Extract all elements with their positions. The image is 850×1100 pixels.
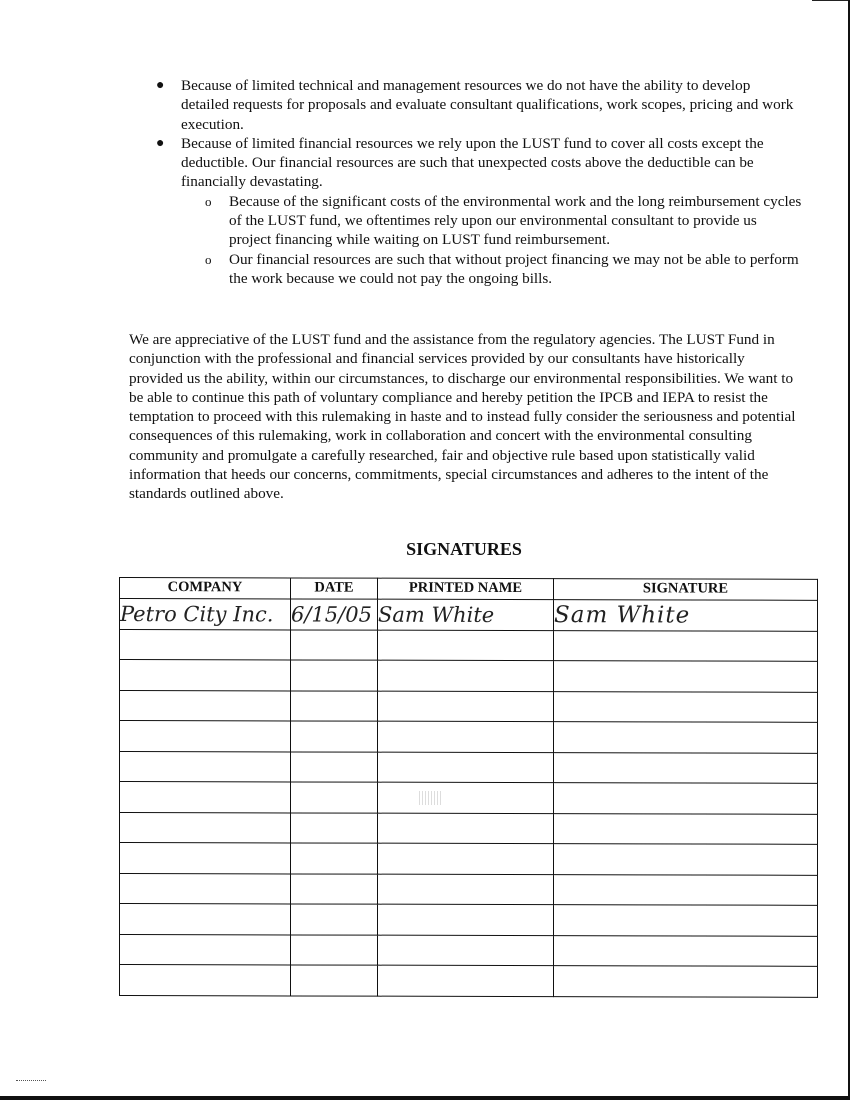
handwritten-signature: Sam White: [554, 600, 818, 631]
empty-cell-company: [120, 934, 291, 965]
table-row: [120, 599, 818, 631]
empty-cell-signature: [554, 752, 818, 783]
column-header-company: COMPANY: [120, 578, 291, 599]
table-row: [120, 721, 818, 753]
bullet-text: Because of limited technical and management resources we do not have the ability to develop detailed requests for proposals and evaluate consultant qualifications, work scopes, pricing and work execution.: [181, 77, 794, 133]
empty-cell-signature: [554, 661, 818, 692]
empty-cell-date: [291, 751, 378, 782]
empty-cell-printed-name: [378, 782, 554, 813]
sub-bullet-text: Our financial resources are such that without project financing we may not be able to perform the work because we could not pay the ongoing bills.: [229, 250, 799, 287]
empty-cell-date: [291, 721, 378, 752]
empty-cell-printed-name: [378, 935, 554, 966]
empty-cell-printed-name: [378, 843, 554, 874]
scan-edge-top: [812, 0, 850, 1]
bullet-item: [152, 76, 802, 134]
empty-cell-company: [120, 629, 291, 660]
empty-cell-company: [120, 965, 291, 996]
empty-cell-printed-name: [378, 691, 554, 722]
table-row: [120, 934, 818, 966]
scan-speck: [419, 791, 442, 805]
empty-cell-date: [291, 660, 378, 691]
empty-cell-company: [120, 721, 291, 752]
table-row: [120, 843, 818, 875]
empty-cell-company: [120, 843, 291, 874]
sub-bullet-text: Because of the significant costs of the environmental work and the long reimbursement cycles of the LUST fund, we oftentimes rely upon our environmental consultant to provide us project financing while waiting on LUST fund reimbursement.: [229, 192, 802, 249]
table-row: [120, 812, 818, 844]
empty-cell-printed-name: [378, 904, 554, 935]
empty-cell-signature: [554, 935, 818, 966]
empty-cell-company: [120, 904, 291, 935]
empty-cell-company: [120, 660, 291, 691]
empty-cell-signature: [554, 813, 818, 844]
column-header-date: DATE: [291, 578, 378, 599]
empty-cell-date: [291, 843, 378, 874]
empty-cell-date: [291, 782, 378, 813]
bullet-dot-icon: ●: [156, 135, 165, 151]
scan-artifact: [16, 1080, 46, 1082]
table-row: [120, 965, 818, 997]
empty-cell-company: [120, 782, 291, 813]
table-row: [120, 751, 818, 783]
table-row: [120, 660, 818, 692]
empty-cell-company: [120, 751, 291, 782]
empty-cell-signature: [554, 966, 818, 997]
empty-cell-printed-name: [378, 813, 554, 844]
empty-cell-signature: [554, 722, 818, 753]
bullet-dot-icon: ●: [156, 78, 165, 93]
empty-cell-signature: [554, 874, 818, 905]
hollow-bullet-icon: o: [205, 251, 212, 267]
table-row: [120, 629, 818, 661]
table-header-row: [120, 578, 818, 601]
empty-cell-date: [291, 904, 378, 935]
handwritten-printed-name: Sam White: [378, 599, 554, 630]
sub-bullet-item: [202, 192, 802, 250]
empty-cell-signature: [554, 691, 818, 722]
column-header-signature: SIGNATURE: [554, 579, 818, 601]
signatures-heading: SIGNATURES: [406, 539, 522, 559]
empty-cell-printed-name: [378, 752, 554, 783]
sub-bullet-item: [202, 250, 802, 289]
hollow-bullet-icon: o: [205, 193, 212, 209]
empty-cell-company: [120, 690, 291, 721]
empty-cell-signature: [554, 630, 818, 661]
empty-cell-date: [291, 629, 378, 660]
empty-cell-printed-name: [378, 874, 554, 905]
handwritten-date: 6/15/05: [291, 599, 378, 630]
empty-cell-signature: [554, 905, 818, 936]
signature-table: [119, 577, 818, 997]
bullet-text: Because of limited financial resources we rely upon the LUST fund to cover all costs except the deductible. Our financial resources are such that unexpected costs above the deductible can be financially devastating.: [181, 134, 764, 191]
body-paragraph: We are appreciative of the LUST fund and the assistance from the regulatory agencies. The LUST Fund in conjunction with the professional and financial services provided by our consultants have historically provided us the ability, within our circumstances, to discharge our environmental responsibilities. We want to be able to continue this path of voluntary compliance and hereby petition the IPCB and IEPA to resist the temptation to proceed with this rulemaking in haste and to instead fully consider the seriousness and potential consequences of this rulemaking, work in collaboration and concert with the environmental consulting community and promulgate a carefully researched, fair and objective rule based upon statistically valid information that heeds our concerns, commitments, special circumstances and adheres to the intent of the standards outlined above.: [129, 331, 796, 503]
empty-cell-printed-name: [378, 660, 554, 691]
table-row: [120, 873, 818, 905]
bullet-item: [152, 134, 802, 192]
empty-cell-date: [291, 965, 378, 996]
table-row: [120, 690, 818, 722]
empty-cell-company: [120, 873, 291, 904]
scan-edge-bottom: [0, 1096, 850, 1100]
bullet-list: [152, 76, 802, 288]
empty-cell-printed-name: [378, 630, 554, 661]
empty-cell-date: [291, 690, 378, 721]
empty-cell-printed-name: [378, 721, 554, 752]
table-row: [120, 782, 818, 814]
empty-cell-date: [291, 873, 378, 904]
empty-cell-company: [120, 812, 291, 843]
column-header-printed-name: PRINTED NAME: [378, 578, 554, 599]
empty-cell-signature: [554, 844, 818, 875]
empty-cell-printed-name: [378, 965, 554, 996]
empty-cell-date: [291, 934, 378, 965]
table-row: [120, 904, 818, 936]
empty-cell-date: [291, 812, 378, 843]
handwritten-company: Petro City Inc.: [120, 599, 291, 630]
sub-bullet-list: [202, 192, 802, 288]
empty-cell-signature: [554, 783, 818, 814]
